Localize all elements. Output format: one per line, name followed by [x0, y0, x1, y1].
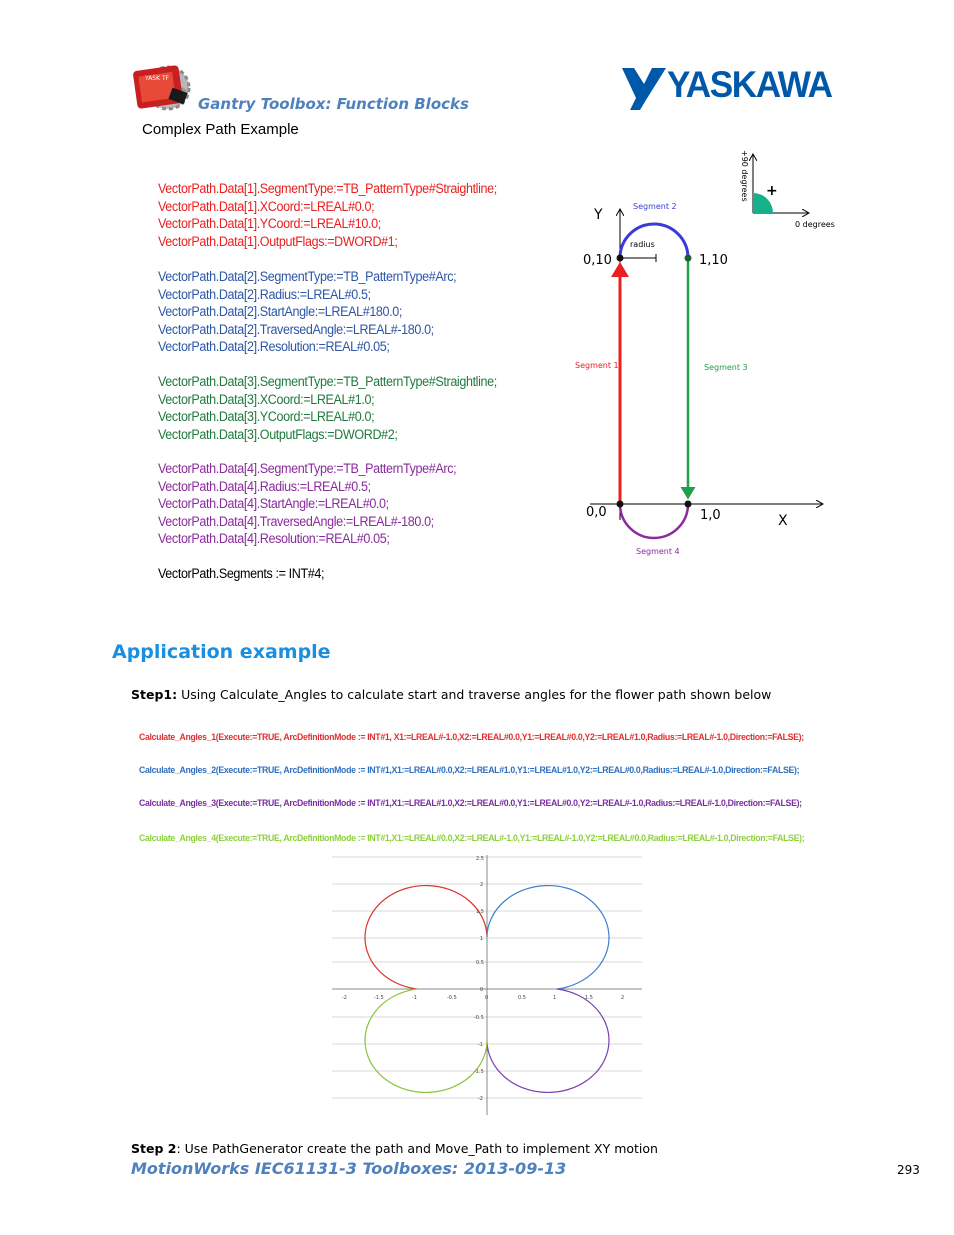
code-block-4: VectorPath.Data[4].SegmentType:=TB_PatternType#Arc; VectorPath.Data[4].Radius:=LREAL#0.5; VectorPath.Data[4].StartAngle:=LREAL#0.0; VectorPath.Data[4].TraversedAngle:=LREAL#-180.0; VectorPath.Data[4].Resolution:=REAL#0.05;: [158, 461, 457, 546]
svg-text:2: 2: [621, 995, 625, 1001]
point-1-0: [685, 501, 692, 508]
svg-text:-0.5: -0.5: [447, 995, 457, 1001]
subtitle: Complex Path Example: [142, 121, 299, 138]
svg-text:-1: -1: [478, 1042, 483, 1048]
calc-line-2: Calculate_Angles_2(Execute:=TRUE, ArcDefinitionMode := INT#1,X1:=LREAL#0.0,X2:=LREAL#1.0,Y1:=LREAL#1.0,Y2:=LREAL#0.0,Radius:=LREAL#-1.0,Direction:=FALSE);: [139, 765, 800, 776]
angle-0-label: 0 degrees: [795, 220, 835, 229]
svg-text:-1.5: -1.5: [374, 995, 384, 1001]
radius-label: radius: [630, 240, 655, 249]
x-axis-label: X: [778, 513, 788, 529]
petal-top-left: [365, 886, 487, 989]
page-number: 293: [897, 1163, 920, 1177]
label-0-10: 0,10: [583, 253, 612, 268]
segment-4-arc: [620, 504, 688, 538]
svg-text:0: 0: [480, 987, 484, 993]
calc-line-3: Calculate_Angles_3(Execute:=TRUE, ArcDefinitionMode := INT#1,X1:=LREAL#1.0,X2:=LREAL#0.0,Y1:=LREAL#0.0,Y2:=LREAL#-1.0,Radius:=LREAL#-1.0,Direction:=FALSE);: [139, 798, 802, 809]
yaskawa-logo-icon: [622, 66, 668, 110]
segment-3-label: Segment 3: [704, 363, 748, 372]
path-diagram: [570, 145, 850, 565]
svg-text:1.5: 1.5: [476, 909, 484, 915]
label-0-0: 0,0: [586, 505, 607, 520]
svg-text:0.5: 0.5: [476, 960, 484, 966]
y-tick-labels: [474, 856, 484, 1102]
code-block-3: VectorPath.Data[3].SegmentType:=TB_PatternType#Straightline; VectorPath.Data[3].XCoord:=LREAL#1.0; VectorPath.Data[3].YCoord:=LREAL#0.0; VectorPath.Data[3].OutputFlags:=DWORD#2;: [158, 374, 497, 442]
petal-bottom-left: [365, 989, 487, 1092]
svg-text:2.5: 2.5: [476, 856, 484, 862]
svg-text:-1: -1: [412, 995, 417, 1001]
code-block-2: VectorPath.Data[2].SegmentType:=TB_PatternType#Arc; VectorPath.Data[2].Radius:=LREAL#0.5; VectorPath.Data[2].StartAngle:=LREAL#180.0; VectorPath.Data[2].TraversedAngle:=LREAL#-180.0; VectorPath.Data[2].Resolution:=REAL#0.05;: [158, 269, 457, 354]
label-1-10: 1,10: [699, 253, 728, 268]
segment-1-label: Segment 1: [575, 361, 619, 370]
segments-line: VectorPath.Segments := INT#4;: [158, 566, 325, 581]
section-title: Application example: [112, 641, 331, 663]
x-tick-labels: [342, 995, 624, 1001]
segment-4-label: Segment 4: [636, 547, 680, 556]
svg-text:-1.5: -1.5: [474, 1069, 484, 1075]
point-0-0: [617, 501, 624, 508]
toolbox-badge-logo: [130, 62, 200, 112]
petal-bottom-right: [487, 989, 609, 1092]
step1-text: Step1: Using Calculate_Angles to calculate start and traverse angles for the flower path shown below: [131, 687, 772, 702]
calc-line-1: Calculate_Angles_1(Execute:=TRUE, ArcDefinitionMode := INT#1, X1:=LREAL#-1.0,X2:=LREAL#0.0,Y1:=LREAL#0.0,Y2:=LREAL#1.0,Radius:=LREAL#-1.0,Direction:=FALSE);: [139, 732, 804, 743]
flower-chart: [332, 853, 644, 1118]
y-axis-label: Y: [594, 207, 603, 223]
svg-text:0: 0: [485, 995, 489, 1001]
point-0-10: [617, 255, 624, 262]
calc-line-4: Calculate_Angles_4(Execute:=TRUE, ArcDefinitionMode := INT#1,X1:=LREAL#0.0,X2:=LREAL#-1.0,Y1:=LREAL#-1.0,Y2:=LREAL#0.0,Radius:=LREAL#-1.0,Direction:=FALSE);: [139, 833, 805, 844]
header-title: Gantry Toolbox: Function Blocks: [198, 95, 469, 113]
label-1-0: 1,0: [700, 508, 721, 523]
svg-text:2: 2: [480, 882, 484, 888]
svg-text:-2: -2: [342, 995, 347, 1001]
segment-2-label: Segment 2: [633, 202, 677, 211]
svg-text:1: 1: [553, 995, 557, 1001]
footer-text: MotionWorks IEC61131-3 Toolboxes: 2013-09-13: [131, 1159, 567, 1178]
svg-text:0.5: 0.5: [518, 995, 526, 1001]
step2-text: Step 2: Use PathGenerator create the path and Move_Path to implement XY motion: [131, 1141, 658, 1156]
svg-text:-0.5: -0.5: [474, 1015, 484, 1021]
badge-text: YASK TF: [145, 75, 170, 82]
angle-90-label: +90 degrees: [740, 150, 749, 202]
angle-plus: +: [766, 183, 778, 199]
yaskawa-logo-text: YASKAWA: [667, 64, 832, 105]
svg-text:1.5: 1.5: [585, 995, 593, 1001]
code-block-1: VectorPath.Data[1].SegmentType:=TB_PatternType#Straightline; VectorPath.Data[1].XCoord:=LREAL#0.0; VectorPath.Data[1].YCoord:=LREAL#10.0; VectorPath.Data[1].OutputFlags:=DWORD#1;: [158, 181, 497, 249]
point-1-10: [685, 255, 692, 262]
svg-text:-2: -2: [478, 1096, 483, 1102]
svg-text:1: 1: [480, 936, 484, 942]
petal-top-right: [487, 886, 609, 989]
